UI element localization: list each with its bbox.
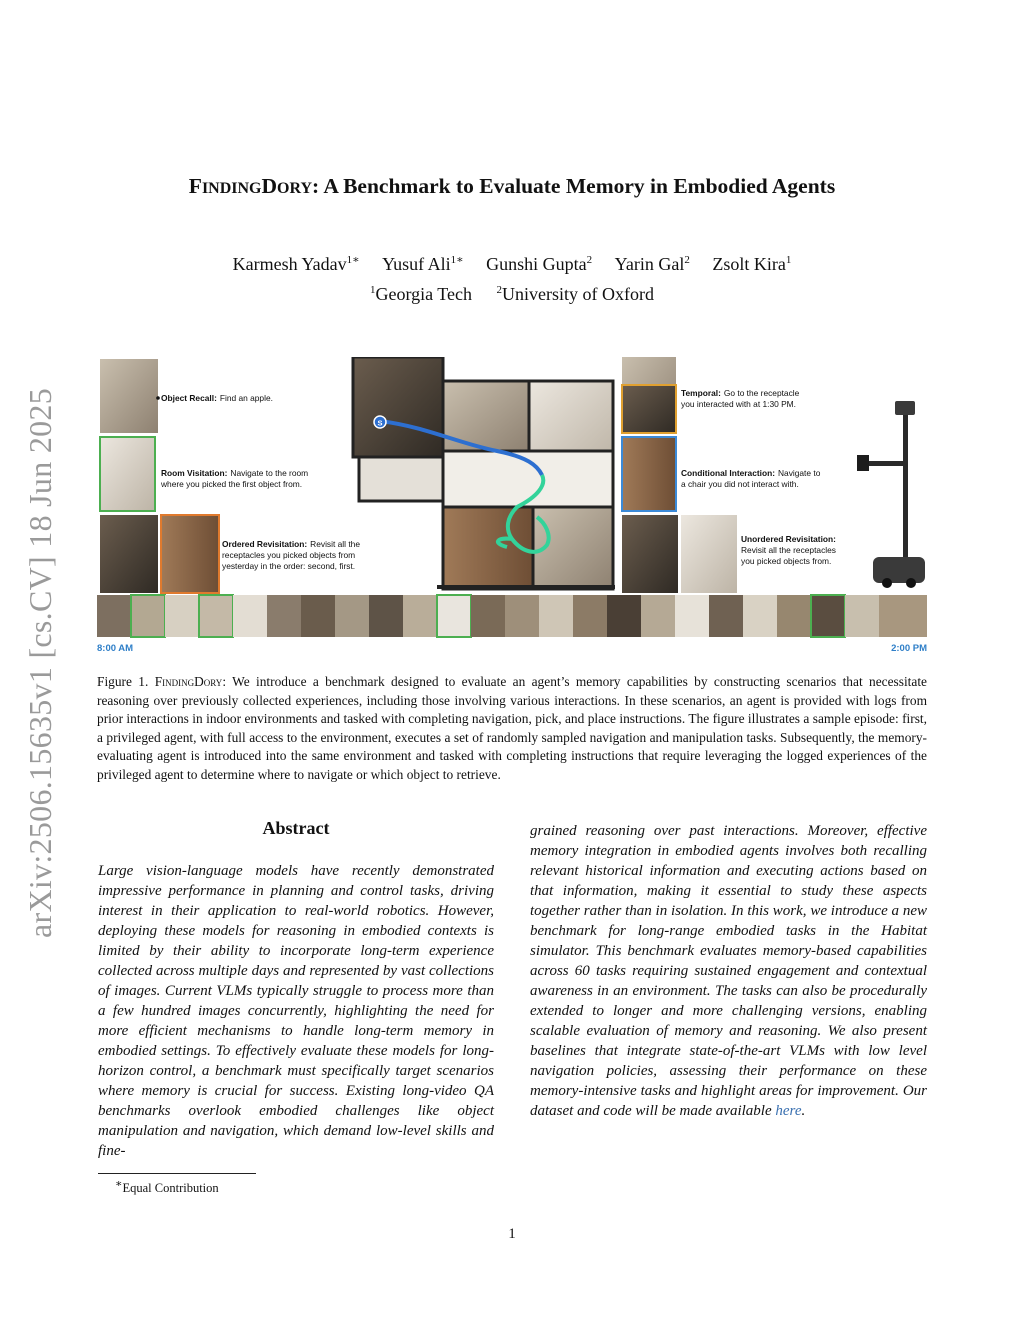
timeline-frame — [233, 595, 267, 637]
author-mark: 1∗ — [346, 254, 360, 266]
floorplan-room-dining — [353, 357, 443, 457]
affiliation-name: Georgia Tech — [375, 284, 473, 304]
object-recall-thumbnail — [100, 359, 158, 433]
affiliation-name: University of Oxford — [502, 284, 655, 304]
object-recall-text: Object Recall: Find an apple. — [161, 393, 273, 403]
timeline-frame — [267, 595, 301, 637]
caption-benchmark-name: FindingDory — [154, 674, 223, 689]
robot-mast — [903, 401, 908, 581]
paper-title — [100, 174, 924, 199]
timeline-end-time: 2:00 PM — [891, 643, 927, 654]
author-mark: 1 — [785, 254, 792, 266]
page-number: 1 — [508, 1226, 516, 1242]
experience-timeline-strip — [97, 595, 927, 637]
arxiv-stamp: arXiv:2506.15635v1 [cs.CV] 18 Jun 2025 — [22, 387, 58, 938]
floorplan-outer-wall — [437, 585, 615, 589]
author-name: Yarin Gal — [614, 254, 685, 274]
timeline-frame — [403, 595, 437, 637]
affiliation — [370, 284, 472, 304]
author — [233, 254, 360, 274]
author-name: Yusuf Ali — [382, 254, 451, 274]
timeline-frame — [879, 595, 927, 637]
robot-wheel-left — [882, 578, 892, 588]
robot-wheel-right — [906, 578, 916, 588]
object-recall-pointer — [156, 396, 160, 400]
floorplan-room-corridor — [359, 457, 443, 501]
conditional-interaction-text-2: a chair you did not interact with. — [681, 479, 799, 489]
abstract-end: . — [801, 1103, 806, 1119]
timeline-frame — [199, 595, 233, 637]
timeline-frame — [301, 595, 335, 637]
ordered-revisitation-thumbnail-a — [100, 515, 158, 593]
affiliation-mark: 1 — [369, 284, 376, 296]
title-sc-4: ORY — [277, 180, 313, 197]
temporal-text-1: Temporal: Go to the receptacle — [681, 388, 800, 398]
timeline-frame — [505, 595, 539, 637]
affiliation-list — [100, 284, 924, 305]
ordered-revisitation-text-3: yesterday in the order: second, first. — [222, 561, 356, 571]
temporal-text-2: you interacted with at 1:30 PM. — [681, 399, 796, 409]
title-rest: : A Benchmark to Evaluate Memory in Embodied Agents — [312, 174, 836, 198]
author-mark: 1∗ — [450, 254, 464, 266]
robot-illustration — [857, 401, 925, 588]
floorplan-room-hall — [529, 381, 613, 461]
abstract-right-text: grained reasoning over past interactions. Moreover, effective memory integration in embodied agents involves both recalling relevant historical information and executing actions based on that information, making it essential to study these aspects together rather than in isolation. In this work, we introduce a new benchmark for long-range embodied tasks in the Habitat simulator. This benchmark evaluates memory-based capabilities across 60 tasks requiring sustained engagement and contextual awareness in an environment. The tasks can also be procedurally extended to longer and more challenging versions, enabling scalable evaluation of memory and reasoning. We also present baselines that integrate state-of-the-art VLMs with low level navigation policies, assessing their performance on these memory-intensive tasks and highlight areas for improvement. Our dataset and code will be made available — [530, 823, 927, 1119]
footnote-divider — [98, 1173, 256, 1174]
author-name: Gunshi Gupta — [486, 254, 587, 274]
timeline-frame — [641, 595, 675, 637]
timeline-frame — [573, 595, 607, 637]
timeline-frame — [335, 595, 369, 637]
timeline-frame — [845, 595, 879, 637]
affiliation-mark: 2 — [496, 284, 503, 296]
room-visitation-thumbnail — [100, 437, 155, 511]
affiliation — [497, 284, 654, 304]
dataset-link[interactable]: here — [775, 1103, 802, 1119]
author-list — [100, 253, 924, 275]
conditional-interaction-text-1: Conditional Interaction: Navigate to — [681, 468, 821, 478]
conditional-interaction-thumbnail — [622, 437, 676, 511]
timeline-frame — [539, 595, 573, 637]
unordered-revisitation-label: Unordered Revisitation: — [741, 534, 836, 544]
robot-gripper — [857, 455, 869, 471]
figure-caption — [97, 673, 927, 784]
timeline-frame — [131, 595, 165, 637]
room-visitation-text-1: Room Visitation: Navigate to the room — [161, 468, 309, 478]
timeline-start-time: 8:00 AM — [97, 643, 134, 654]
ordered-revisitation-text-2: receptacles you picked objects from — [222, 550, 356, 560]
timeline-frame — [97, 595, 131, 637]
unordered-revisitation-thumbnail-a — [622, 515, 678, 593]
floor-plan — [353, 357, 615, 589]
footnote-mark: ∗ — [115, 1178, 123, 1190]
abstract-column-right — [530, 821, 927, 1121]
robot-head-camera — [895, 401, 915, 415]
timeline-frame — [777, 595, 811, 637]
robot-arm — [865, 461, 905, 466]
author — [712, 254, 791, 274]
timeline-frame — [369, 595, 403, 637]
author-name: Karmesh Yadav — [232, 254, 347, 274]
author-mark: 2 — [586, 254, 593, 266]
footnote — [115, 1177, 219, 1196]
author — [382, 254, 464, 274]
abstract-column-left: Large vision-language models have recently demonstrated impressive performance in planning and control tasks, driving interest in their application to real-world robotics. However, deploying these models for reasoning in embodied contexts is limited by their ability to incorporate long-term experience collected across multiple days and represented by vast collections of images. Current VLMs typically struggle to process more than a few hundred images concurrently, highlighting the need for more efficient mechanisms to handle long-term memory in embodied settings. To effectively evaluate these models for long-horizon control, a benchmark must specifically target scenarios where memory is crucial for success. Existing long-video QA benchmarks overlook embodied challenges like object manipulation and navigation, which demand low-level skills and fine- — [98, 863, 494, 1159]
robot-base — [873, 557, 925, 583]
author — [486, 254, 592, 274]
author-mark: 2 — [684, 254, 690, 266]
title-sc-3: D — [261, 174, 278, 198]
ordered-revisitation-text-1: Ordered Revisitation: Revisit all the — [222, 539, 360, 549]
unordered-revisitation-text-1: Revisit all the receptacles — [741, 545, 836, 555]
start-marker-label: S — [377, 418, 383, 428]
figure-1 — [97, 357, 927, 657]
temporal-thumbnail-b — [622, 385, 676, 433]
timeline-frame — [607, 595, 641, 637]
author — [615, 254, 690, 274]
timeline-frame — [471, 595, 505, 637]
caption-prefix: Figure 1. — [97, 674, 155, 689]
title-sc-2: INDING — [201, 180, 262, 197]
title-sc-1: F — [188, 174, 202, 198]
caption-text: : We introduce a benchmark designed to evaluate an agent’s memory capabilities by constructing scenarios that necessitate reasoning over previously collected experiences, including those involving various interactions. In these scenarios, an agent is provided with logs from prior interactions in indoor environments and tasked with completing navigation, pick, and place instructions. The figure illustrates a sample episode: first, a privileged agent, with full access to the environment, executes a set of randomly sampled navigation and manipulation tasks. Subsequently, the memory-evaluating agent is introduced into the same environment and tasked with completing instructions that require leveraging the logged experiences of the privileged agent to determine where to navigate or which object to retrieve. — [97, 674, 927, 782]
timeline-frame — [437, 595, 471, 637]
unordered-revisitation-text-2: you picked objects from. — [741, 556, 832, 566]
footnote-text: Equal Contribution — [122, 1181, 219, 1196]
timeline-frame — [675, 595, 709, 637]
timeline-frame — [709, 595, 743, 637]
timeline-frame — [743, 595, 777, 637]
unordered-revisitation-thumbnail-b — [681, 515, 737, 593]
timeline-frame — [165, 595, 199, 637]
ordered-revisitation-thumbnail-b — [161, 515, 219, 593]
timeline-frame — [811, 595, 845, 637]
author-name: Zsolt Kira — [712, 254, 786, 274]
abstract-heading: Abstract — [262, 818, 330, 838]
room-visitation-text-2: where you picked the first object from. — [161, 479, 303, 489]
